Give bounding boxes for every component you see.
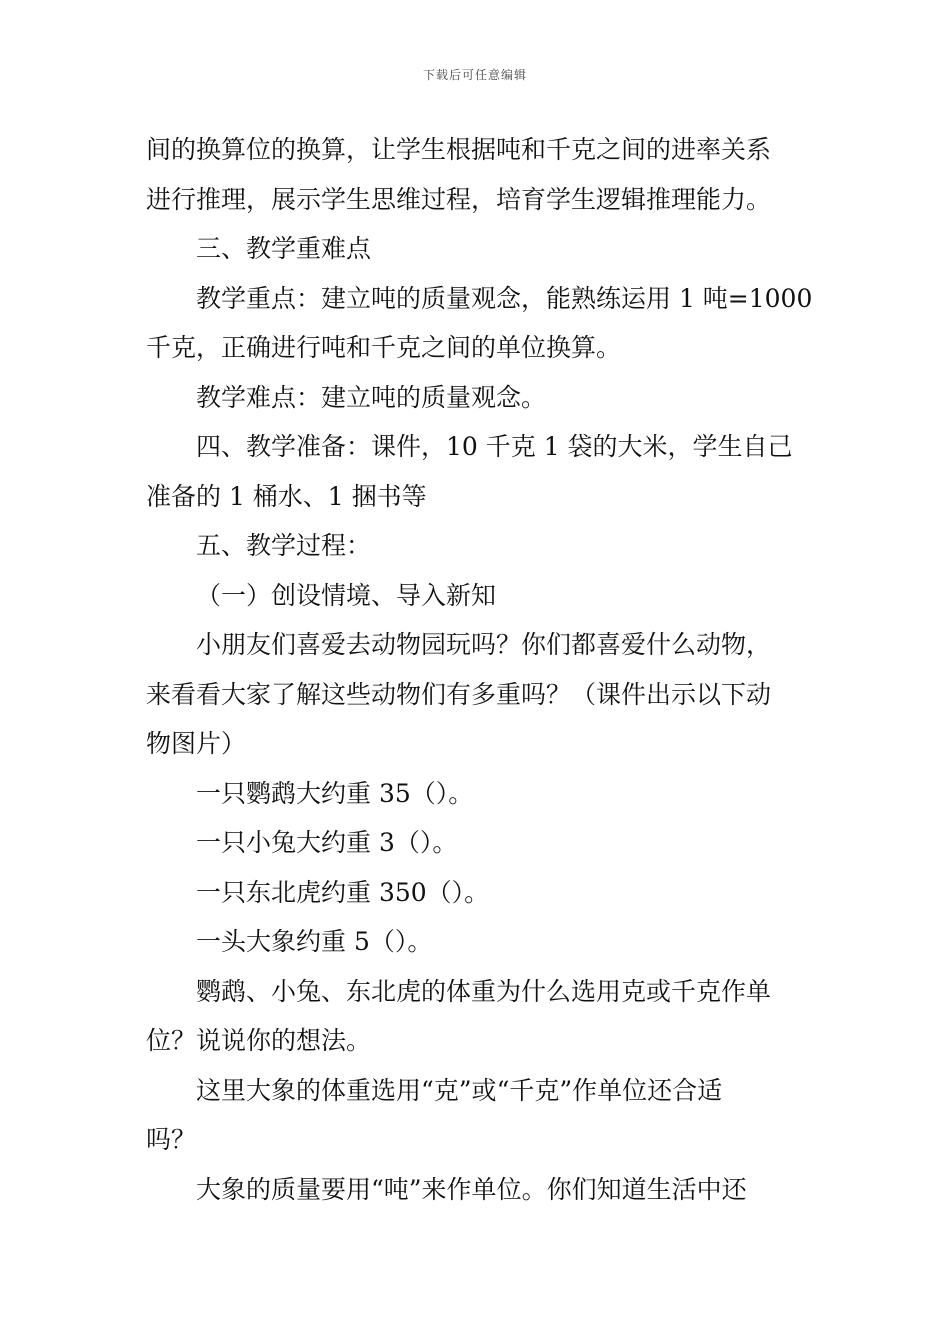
text-line: 大象的质量要用“吨”来作单位。你们知道生活中还 (196, 1174, 747, 1204)
text-line: 小朋友们喜爱去动物园玩吗？你们都喜爱什么动物， (196, 630, 772, 659)
section-heading: 三、教学重难点 (196, 234, 372, 263)
text-line: 鹦鹉、小兔、东北虎的体重为什么选用克或千克作单 (196, 976, 772, 1006)
text-line: 准备的 1 桶水、1 捆书等 (146, 481, 427, 511)
text-line: 一只小兔大约重 3（）。 (196, 828, 458, 857)
section-heading: 五、教学过程： (196, 531, 372, 560)
text-line: 间的换算位的换算，让学生根据吨和千克之间的进率关系 (146, 135, 772, 164)
text-line: 一只东北虎约重 350（）。 (196, 877, 490, 907)
text-line: 一只鹦鹉大约重 35（）。 (196, 778, 474, 808)
text-line: 一头大象约重 5（）。 (196, 927, 433, 956)
section-heading: 四、教学准备：课件，10 千克 1 袋的大米，学生自己 (196, 432, 793, 461)
text-line: 吗？ (146, 1125, 197, 1154)
document-body (146, 125, 813, 1214)
text-line: 位？说说你的想法。 (146, 1026, 372, 1055)
text-line: 千克，正确进行吨和千克之间的单位换算。 (146, 333, 622, 362)
subsection-heading: （一）创设情境、导入新知 (196, 580, 497, 610)
text-line: 物图片） (146, 729, 247, 758)
text-line: 教学重点：建立吨的质量观念，能熟练运用 1 吨=1000 (196, 283, 813, 313)
text-line: 来看看大家了解这些动物们有多重吗？（课件出示以下动 (146, 679, 772, 709)
text-line: 进行推理，展示学生思维过程，培育学生逻辑推理能力。 (146, 184, 772, 214)
text-line: 教学难点：建立吨的质量观念。 (196, 382, 547, 412)
text-line: 这里大象的体重选用“克”或“千克”作单位还合适 (196, 1075, 723, 1105)
page-header: 下载后可任意编辑 (422, 68, 527, 82)
